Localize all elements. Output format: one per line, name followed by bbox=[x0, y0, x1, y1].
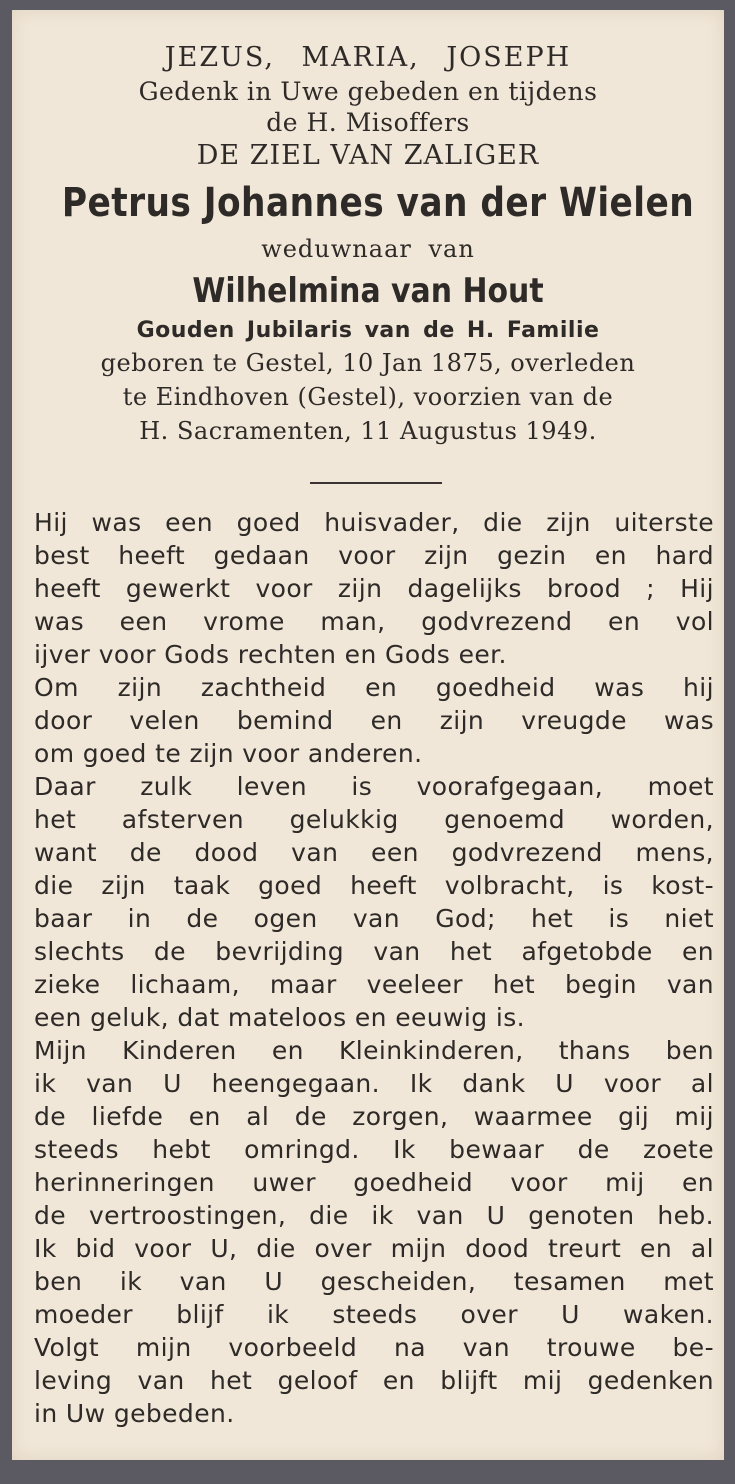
jubilee-line: Gouden Jubilaris van de H. Familie bbox=[136, 318, 600, 343]
card-header bbox=[12, 40, 724, 448]
text-line: Daar zulk leven is voorafgegaan, moet bbox=[34, 772, 714, 801]
text-line: baar in de ogen van God; het is niet bbox=[34, 904, 714, 933]
text-line: Om zijn zachtheid en goedheid was hij bbox=[34, 673, 714, 702]
text-line: de vertroostingen, die ik van U genoten heb. bbox=[34, 1201, 714, 1230]
soul-of-line: DE ZIEL VAN ZALIGER bbox=[196, 140, 540, 171]
text-line: ben ik van U gescheiden, tesamen met bbox=[34, 1267, 714, 1296]
text-line: door velen bemind en zijn vreugde was bbox=[34, 706, 714, 735]
birth-death-line-3: H. Sacramenten, 11 Augustus 1949. bbox=[139, 417, 597, 445]
text-line: in Uw gebeden. bbox=[34, 1399, 235, 1428]
text-line: Ik bid voor U, die over mijn dood treurt en al bbox=[34, 1234, 714, 1263]
divider-rule bbox=[310, 482, 442, 484]
text-line: steeds hebt omringd. Ik bewaar de zoete bbox=[34, 1135, 714, 1164]
text-line: slechts de bevrijding van het afgetobde en bbox=[34, 937, 714, 966]
text-line: moeder blijf ik steeds over U waken. bbox=[34, 1300, 714, 1329]
text-line: best heeft gedaan voor zijn gezin en hard bbox=[34, 541, 714, 570]
text-line: was een vrome man, godvrezend en vol bbox=[34, 607, 714, 636]
deceased-name: Petrus Johannes van der Wielen bbox=[61, 180, 695, 226]
spouse-name: Wilhelmina van Hout bbox=[192, 271, 544, 311]
text-line: het afsterven gelukkig genoemd worden, bbox=[34, 805, 714, 834]
text-line: heeft gewerkt voor zijn dagelijks brood ; Hij bbox=[34, 574, 714, 603]
text-line: een geluk, dat mateloos en eeuwig is. bbox=[34, 1003, 525, 1032]
text-line: ik van U heengegaan. Ik dank U voor al bbox=[34, 1069, 714, 1098]
text-line: want de dood van een godvrezend mens, bbox=[34, 838, 714, 867]
memorial-card bbox=[12, 10, 724, 1460]
text-line: Mijn Kinderen en Kleinkinderen, thans ben bbox=[34, 1036, 714, 1065]
text-line: herinneringen uwer goedheid voor mij en bbox=[34, 1168, 714, 1197]
widower-of-line: weduwnaar van bbox=[261, 235, 475, 263]
remember-line-1: Gedenk in Uwe gebeden en tijdens bbox=[138, 77, 598, 106]
text-line: zieke lichaam, maar veeleer het begin van bbox=[34, 970, 714, 999]
text-line: leving van het geloof en blijft mij gedenken bbox=[34, 1366, 714, 1395]
memorial-text bbox=[34, 506, 714, 1430]
text-line: de liefde en al de zorgen, waarmee gij mij bbox=[34, 1102, 714, 1131]
text-line: Volgt mijn voorbeeld na van trouwe be- bbox=[34, 1333, 714, 1362]
birth-death-line-2: te Eindhoven (Gestel), voorzien van de bbox=[122, 383, 614, 411]
text-line: ijver voor Gods rechten en Gods eer. bbox=[34, 640, 507, 669]
birth-death-line-1: geboren te Gestel, 10 Jan 1875, overleden bbox=[100, 349, 636, 377]
text-line: om goed te zijn voor anderen. bbox=[34, 739, 423, 768]
remember-line-2: de H. Misoffers bbox=[266, 108, 470, 137]
text-line: Hij was een goed huisvader, die zijn uiterste bbox=[34, 508, 714, 537]
invocation-line: JEZUS, MARIA, JOSEPH bbox=[164, 42, 572, 73]
text-line: die zijn taak goed heeft volbracht, is kost- bbox=[34, 871, 714, 900]
